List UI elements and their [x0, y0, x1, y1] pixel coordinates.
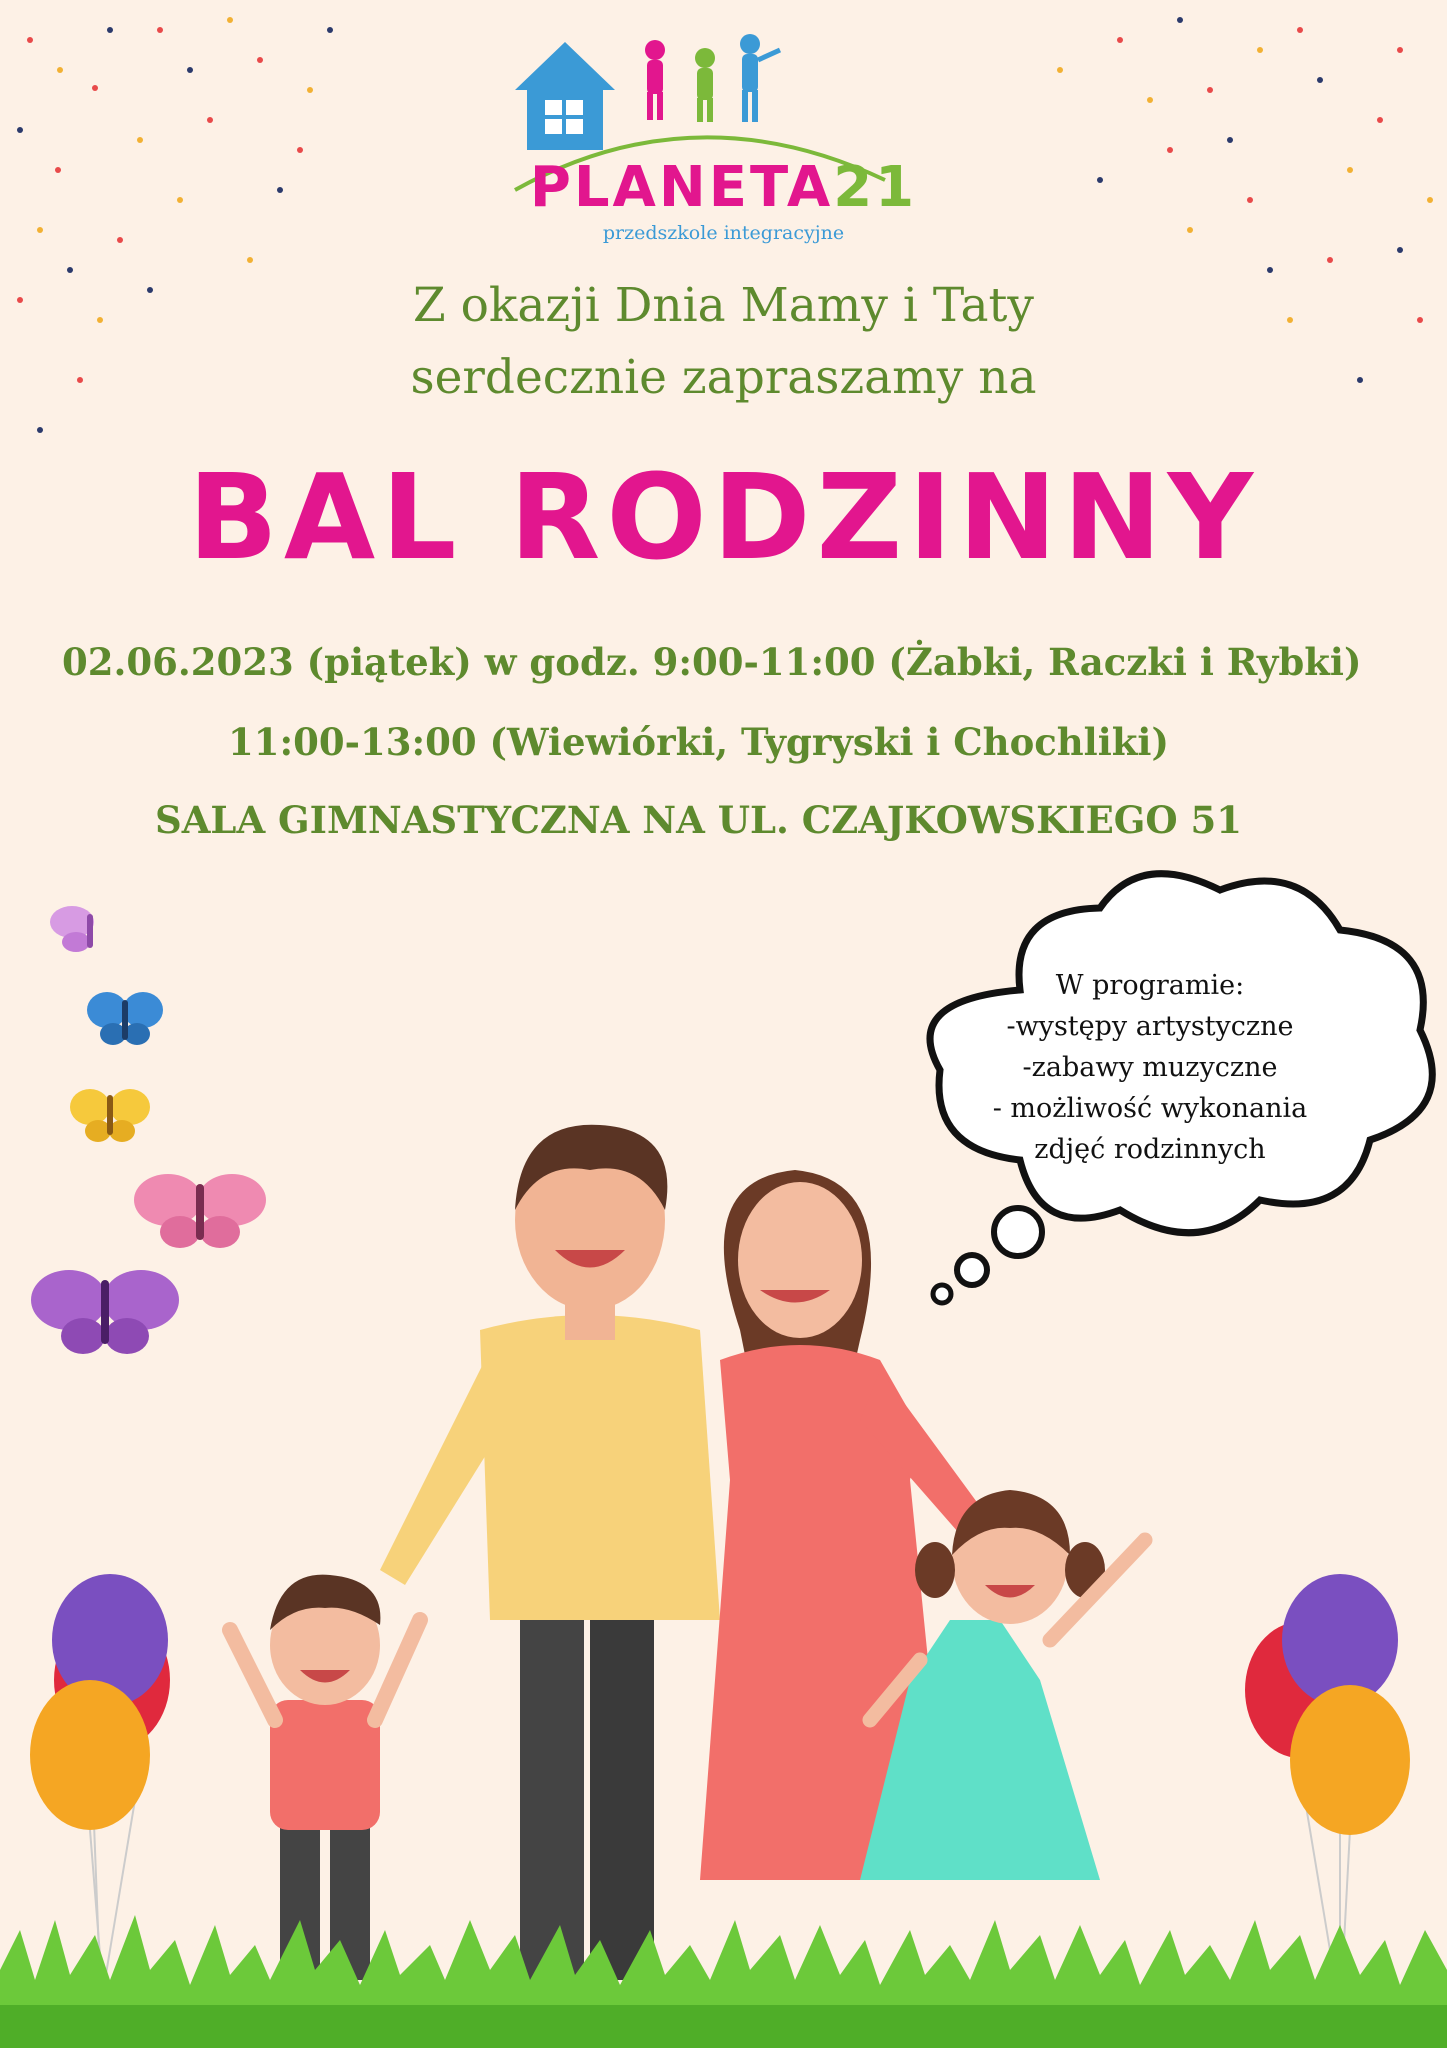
event-title: BAL RODZINNY [187, 448, 1260, 586]
family-illustration [220, 1100, 1180, 2000]
program-item: -występy artystyczne [1006, 1011, 1294, 1042]
invitation-line-2: serdecznie zapraszamy na [410, 350, 1037, 405]
date-time-line-1: 02.06.2023 (piątek) w godz. 9:00-11:00 (Żabki, Raczki i Rybki) [62, 640, 1362, 684]
children-icon [645, 34, 780, 122]
father-figure [380, 1125, 720, 1980]
butterfly-icon [70, 1089, 150, 1142]
logo-name: PLANETA21 [529, 155, 918, 220]
balloon-icon [1290, 1685, 1410, 1835]
program-item: zdjęć rodzinnych [1034, 1134, 1266, 1165]
grass-border [0, 1910, 1447, 2048]
butterfly-icon [31, 1270, 179, 1354]
program-item: -zabawy muzyczne [1022, 1052, 1278, 1083]
program-heading: W programie: [1055, 970, 1245, 1001]
butterfly-icon [50, 906, 94, 952]
venue-address: SALA GIMNASTYCZNA NA UL. CZAJKOWSKIEGO 51 [155, 798, 1242, 842]
invitation-line-1: Z okazji Dnia Mamy i Taty [413, 278, 1034, 333]
program-item: - możliwość wykonania [992, 1093, 1308, 1124]
house-icon [515, 42, 615, 150]
butterfly-icon [87, 992, 163, 1045]
logo-subtitle: przedszkole integracyjne [602, 222, 845, 244]
date-time-line-2: 11:00-13:00 (Wiewiórki, Tygryski i Chochliki) [228, 720, 1169, 764]
balloon-icon [30, 1680, 150, 1830]
